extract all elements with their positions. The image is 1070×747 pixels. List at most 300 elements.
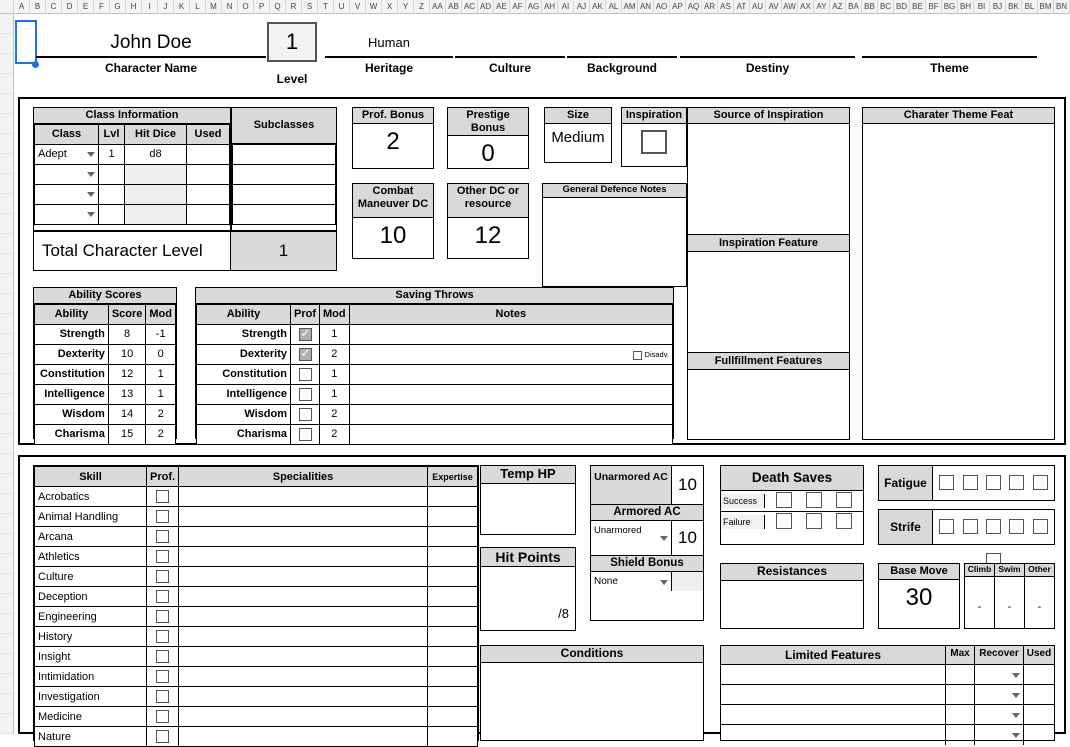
limited-feature-used-4[interactable] (1023, 725, 1054, 745)
class-row-2-class[interactable] (35, 164, 99, 184)
table-row (35, 164, 230, 184)
column-header-l[interactable]: L (190, 0, 206, 14)
row-header-11[interactable] (0, 214, 13, 234)
save-strength-notes[interactable] (349, 324, 672, 344)
combat-maneuver-dc-value[interactable]: 10 (379, 222, 407, 249)
checkbox[interactable] (156, 590, 169, 603)
column-header-bb[interactable]: BB (862, 0, 878, 14)
checkbox[interactable] (986, 475, 1001, 490)
column-header-az[interactable]: AZ (830, 0, 846, 14)
row-header-19[interactable] (0, 374, 13, 394)
total-character-level-value[interactable]: 1 (230, 232, 336, 270)
armored-ac-value[interactable]: 10 (671, 521, 703, 555)
column-header-an[interactable]: AN (638, 0, 654, 14)
column-header-ac[interactable]: AC (462, 0, 478, 14)
skill-intimidation-prof[interactable] (147, 667, 179, 687)
checkbox[interactable] (156, 670, 169, 683)
column-header-bm[interactable]: BM (1038, 0, 1054, 14)
limited-feature-used-3[interactable] (1023, 705, 1054, 724)
armor-panel (590, 465, 704, 621)
prof-bonus-value[interactable]: 2 (386, 127, 400, 155)
skill-animal-handling-prof[interactable] (147, 507, 179, 527)
skill-engineering-prof[interactable] (147, 607, 179, 627)
checkbox[interactable] (299, 408, 312, 421)
checkbox[interactable] (299, 388, 312, 401)
subclass-row-1[interactable] (233, 145, 336, 165)
skill-insight-expertise[interactable] (428, 647, 478, 667)
spreadsheet-column-headers[interactable] (0, 0, 1070, 14)
limited-feature-max-1[interactable] (945, 665, 974, 684)
row-header-8[interactable] (0, 154, 13, 174)
column-header-ax[interactable]: AX (798, 0, 814, 14)
row-header-1[interactable] (0, 14, 13, 34)
column-header-bl[interactable]: BL (1022, 0, 1038, 14)
conditions-body[interactable] (481, 663, 703, 735)
column-header-w[interactable]: W (366, 0, 382, 14)
swim-value[interactable]: - (1007, 600, 1012, 613)
skill-culture-spec[interactable] (179, 567, 428, 587)
checkbox[interactable] (836, 513, 852, 529)
lower-stat-block (18, 455, 1066, 743)
skill-medicine-spec[interactable] (179, 707, 428, 727)
column-header-u[interactable]: U (334, 0, 350, 14)
row-header-17[interactable] (0, 334, 13, 354)
class-row-1-hitdice[interactable]: d8 (125, 144, 187, 164)
ability-charisma-score[interactable]: 15 (108, 424, 146, 444)
column-header-m[interactable]: M (206, 0, 222, 14)
column-header-au[interactable]: AU (750, 0, 766, 14)
heritage-value[interactable]: Human (325, 28, 453, 58)
column-header-bn[interactable]: BN (1054, 0, 1070, 14)
row-header-20[interactable] (0, 394, 13, 414)
row-header-33[interactable] (0, 654, 13, 674)
save-strength-mod: 1 (320, 324, 350, 344)
row-header-22[interactable] (0, 434, 13, 454)
class-row-1-used[interactable] (187, 144, 230, 164)
inspiration-checkbox[interactable] (641, 130, 667, 154)
save-intelligence-prof[interactable] (291, 384, 320, 404)
skill-deception-expertise[interactable] (428, 587, 478, 607)
row-header-25[interactable] (0, 494, 13, 514)
other-dc-value[interactable]: 12 (474, 222, 502, 249)
shield-bonus-value[interactable] (671, 572, 703, 591)
ability-dexterity-score[interactable]: 10 (108, 344, 146, 364)
inspiration-feature-body[interactable] (688, 252, 849, 352)
checkbox[interactable] (1033, 519, 1048, 534)
column-header-g[interactable]: G (110, 0, 126, 14)
class-row-3-used[interactable] (187, 184, 230, 204)
row-header-12[interactable] (0, 234, 13, 254)
row-header-10[interactable] (0, 194, 13, 214)
row-header-34[interactable] (0, 674, 13, 694)
checkbox[interactable] (939, 519, 954, 534)
skill-acrobatics-expertise[interactable] (428, 487, 478, 507)
shield-select[interactable]: None (591, 572, 671, 591)
armor-type-select[interactable]: Unarmored (591, 521, 671, 555)
size-value[interactable]: Medium (551, 128, 605, 146)
row-header-9[interactable] (0, 174, 13, 194)
limited-feature-name-1[interactable] (721, 665, 945, 684)
limited-feature-recover-4[interactable] (974, 725, 1023, 745)
prestige-bonus-value[interactable]: 0 (481, 140, 495, 168)
column-header-bh[interactable]: BH (958, 0, 974, 14)
checkbox[interactable] (986, 519, 1001, 534)
row-header-30[interactable] (0, 594, 13, 614)
hit-points-panel (480, 547, 576, 631)
column-header-ao[interactable]: AO (654, 0, 670, 14)
checkbox[interactable] (806, 492, 822, 508)
column-header-aj[interactable]: AJ (574, 0, 590, 14)
skill-animal-handling-expertise[interactable] (428, 507, 478, 527)
checkbox[interactable] (156, 630, 169, 643)
checkbox[interactable] (156, 550, 169, 563)
checkbox[interactable] (299, 348, 312, 361)
skill-investigation-spec[interactable] (179, 687, 428, 707)
column-header-bj[interactable]: BJ (990, 0, 1006, 14)
skill-deception-spec[interactable] (179, 587, 428, 607)
column-header-aq[interactable]: AQ (686, 0, 702, 14)
class-row-4-used[interactable] (187, 204, 230, 224)
ability-constitution-score[interactable]: 12 (108, 364, 146, 384)
column-header-ap[interactable]: AP (670, 0, 686, 14)
row-header-23[interactable] (0, 454, 13, 474)
fullfillment-features-body[interactable] (688, 370, 849, 450)
class-row-4-hitdice[interactable] (125, 204, 187, 224)
row-header-32[interactable] (0, 634, 13, 654)
field-theme[interactable] (862, 28, 1037, 75)
climb-value[interactable]: - (977, 600, 982, 613)
column-header-aa[interactable]: AA (430, 0, 446, 14)
row-header-5[interactable] (0, 94, 13, 114)
skill-intimidation-expertise[interactable] (428, 667, 478, 687)
row-header-29[interactable] (0, 574, 13, 594)
class-row-4-class[interactable] (35, 204, 99, 224)
strife-boxes[interactable] (933, 510, 1054, 544)
column-header-k[interactable]: K (174, 0, 190, 14)
checkbox[interactable] (156, 510, 169, 523)
field-background[interactable] (567, 28, 677, 75)
limited-feature-max-3[interactable] (945, 705, 974, 724)
column-header-ag[interactable]: AG (526, 0, 542, 14)
skill-history-spec[interactable] (179, 627, 428, 647)
limited-feature-recover-3[interactable] (974, 705, 1023, 724)
skill-culture-expertise[interactable] (428, 567, 478, 587)
class-row-2-lvl[interactable] (99, 164, 125, 184)
column-header-q[interactable]: Q (270, 0, 286, 14)
culture-value[interactable] (455, 28, 565, 58)
row-header-26[interactable] (0, 514, 13, 534)
limited-feature-max-4[interactable] (945, 725, 974, 745)
general-defence-notes-value[interactable] (543, 198, 686, 278)
checkbox[interactable] (1009, 475, 1024, 490)
column-header-bf[interactable]: BF (926, 0, 942, 14)
spreadsheet-row-headers[interactable] (0, 14, 14, 734)
class-row-2-used[interactable] (187, 164, 230, 184)
column-header-ai[interactable]: AI (558, 0, 574, 14)
checkbox[interactable] (156, 730, 169, 743)
ability-wisdom-score[interactable]: 14 (108, 404, 146, 424)
subclass-row-3[interactable] (233, 185, 336, 205)
row-header-21[interactable] (0, 414, 13, 434)
conditions-title: Conditions (481, 646, 703, 663)
skill-animal-handling-spec[interactable] (179, 507, 428, 527)
table-row (721, 725, 1054, 745)
column-header-bc[interactable]: BC (878, 0, 894, 14)
row-header-27[interactable] (0, 534, 13, 554)
checkbox[interactable] (299, 428, 312, 441)
column-header-r[interactable]: R (286, 0, 302, 14)
column-header-v[interactable]: V (350, 0, 366, 14)
column-header-n[interactable]: N (222, 0, 238, 14)
source-of-inspiration-panel (687, 107, 850, 440)
checkbox[interactable] (156, 530, 169, 543)
resistances-body[interactable] (721, 581, 863, 623)
column-header-ba[interactable]: BA (846, 0, 862, 14)
column-header-at[interactable]: AT (734, 0, 750, 14)
character-name-value[interactable]: John Doe (36, 28, 266, 58)
save-constitution-prof[interactable] (291, 364, 320, 384)
skill-athletics-prof[interactable] (147, 547, 179, 567)
row-header-18[interactable] (0, 354, 13, 374)
class-row-4-lvl[interactable] (99, 204, 125, 224)
skill-acrobatics-spec[interactable] (179, 487, 428, 507)
limited-feature-name-4[interactable] (721, 725, 945, 745)
skill-athletics-expertise[interactable] (428, 547, 478, 567)
checkbox[interactable] (963, 519, 978, 534)
skill-deception-prof[interactable] (147, 587, 179, 607)
checkbox[interactable] (156, 690, 169, 703)
disadv-checkbox[interactable] (633, 351, 642, 360)
save-constitution-notes[interactable] (349, 364, 672, 384)
skill-culture-prof[interactable] (147, 567, 179, 587)
col-hit-dice: Hit Dice (125, 124, 187, 144)
skill-medicine-prof[interactable] (147, 707, 179, 727)
base-move-value[interactable]: 30 (905, 583, 933, 611)
destiny-value[interactable] (680, 28, 855, 58)
column-header-y[interactable]: Y (398, 0, 414, 14)
skill-nature-expertise[interactable] (428, 727, 478, 747)
background-value[interactable] (567, 28, 677, 58)
level-value[interactable]: 1 (267, 22, 317, 62)
limited-feature-recover-1[interactable] (974, 665, 1023, 684)
row-header-28[interactable] (0, 554, 13, 574)
column-header-h[interactable]: H (126, 0, 142, 14)
row-header-15[interactable] (0, 294, 13, 314)
table-row (35, 707, 478, 727)
field-character-name[interactable] (36, 28, 266, 75)
checkbox[interactable] (776, 492, 792, 508)
other-move-value[interactable]: - (1037, 600, 1042, 613)
corner-cell[interactable] (0, 0, 14, 14)
class-row-1-class[interactable]: Adept (35, 144, 99, 164)
row-header-16[interactable] (0, 314, 13, 334)
source-of-inspiration-body[interactable] (688, 124, 849, 234)
skill-intimidation-spec[interactable] (179, 667, 428, 687)
skill-acrobatics-prof[interactable] (147, 487, 179, 507)
row-header-24[interactable] (0, 474, 13, 494)
field-destiny[interactable] (680, 28, 855, 75)
limited-feature-max-2[interactable] (945, 685, 974, 704)
row-header-13[interactable] (0, 254, 13, 274)
skill-arcana-expertise[interactable] (428, 527, 478, 547)
unarmored-ac-label: Unarmored AC (591, 466, 671, 504)
skill-arcana-prof[interactable] (147, 527, 179, 547)
skill-engineering-spec[interactable] (179, 607, 428, 627)
column-header-bd[interactable]: BD (894, 0, 910, 14)
save-strength-prof[interactable] (291, 324, 320, 344)
class-row-3-hitdice[interactable] (125, 184, 187, 204)
column-header-bg[interactable]: BG (942, 0, 958, 14)
limited-feature-name-3[interactable] (721, 705, 945, 724)
fatigue-boxes[interactable] (933, 466, 1054, 500)
limited-feature-used-2[interactable] (1023, 685, 1054, 704)
column-header-z[interactable]: Z (414, 0, 430, 14)
skill-investigation-expertise[interactable] (428, 687, 478, 707)
limited-feature-used-1[interactable] (1023, 665, 1054, 684)
source-of-inspiration-title: Source of Inspiration (688, 108, 849, 124)
skill-history-prof[interactable] (147, 627, 179, 647)
column-header-ah[interactable]: AH (542, 0, 558, 14)
row-header-2[interactable] (0, 34, 13, 54)
save-dexterity-notes[interactable] (349, 344, 672, 364)
saving-throws-table[interactable] (196, 304, 673, 445)
row-header-36[interactable] (0, 714, 13, 734)
column-header-bi[interactable]: BI (974, 0, 990, 14)
skill-nature-spec[interactable] (179, 727, 428, 747)
skills-table[interactable] (34, 466, 478, 747)
column-header-ad[interactable]: AD (478, 0, 494, 14)
skill-arcana-spec[interactable] (179, 527, 428, 547)
save-wisdom-prof[interactable] (291, 404, 320, 424)
ability-scores-table[interactable] (34, 304, 176, 445)
skill-insight-spec[interactable] (179, 647, 428, 667)
save-dexterity-prof[interactable] (291, 344, 320, 364)
hit-points-value[interactable]: /8 (558, 606, 569, 622)
skill-investigation-prof[interactable] (147, 687, 179, 707)
subclasses-table[interactable] (232, 144, 336, 225)
column-header-p[interactable]: P (254, 0, 270, 14)
theme-feat-body[interactable] (863, 124, 1054, 434)
column-header-j[interactable]: J (158, 0, 174, 14)
column-header-af[interactable]: AF (510, 0, 526, 14)
column-header-aw[interactable]: AW (782, 0, 798, 14)
checkbox[interactable] (806, 513, 822, 529)
class-row-2-hitdice[interactable] (125, 164, 187, 184)
checkbox[interactable] (156, 490, 169, 503)
row-header-14[interactable] (0, 274, 13, 294)
column-header-f[interactable]: F (94, 0, 110, 14)
row-header-31[interactable] (0, 614, 13, 634)
other-move-label: Other (1025, 564, 1054, 577)
checkbox[interactable] (1009, 519, 1024, 534)
save-wisdom-notes[interactable] (349, 404, 672, 424)
skill-nature-prof[interactable] (147, 727, 179, 747)
class-row-3-class[interactable] (35, 184, 99, 204)
checkbox[interactable] (156, 570, 169, 583)
subclass-row-4[interactable] (233, 205, 336, 225)
unarmored-ac-value[interactable]: 10 (671, 466, 703, 504)
ability-intelligence-score[interactable]: 13 (108, 384, 146, 404)
ability-strength-score[interactable]: 8 (108, 324, 146, 344)
column-header-s[interactable]: S (302, 0, 318, 14)
fatigue-panel (878, 465, 1055, 501)
death-saves-success-boxes[interactable] (765, 491, 863, 511)
column-header-al[interactable]: AL (606, 0, 622, 14)
column-header-be[interactable]: BE (910, 0, 926, 14)
limited-feature-recover-2[interactable] (974, 685, 1023, 704)
field-culture[interactable] (455, 28, 565, 75)
column-header-a[interactable]: A (14, 0, 30, 14)
column-header-am[interactable]: AM (622, 0, 638, 14)
checkbox[interactable] (939, 475, 954, 490)
skill-athletics-spec[interactable] (179, 547, 428, 567)
column-header-as[interactable]: AS (718, 0, 734, 14)
death-saves-failure-boxes[interactable] (765, 512, 863, 532)
column-header-x[interactable]: X (382, 0, 398, 14)
column-header-c[interactable]: C (46, 0, 62, 14)
skill-history-expertise[interactable] (428, 627, 478, 647)
column-header-ay[interactable]: AY (814, 0, 830, 14)
row-header-7[interactable] (0, 134, 13, 154)
class-information-table[interactable] (34, 124, 230, 225)
skill-medicine-expertise[interactable] (428, 707, 478, 727)
column-header-e[interactable]: E (78, 0, 94, 14)
checkbox[interactable] (776, 513, 792, 529)
column-header-bk[interactable]: BK (1006, 0, 1022, 14)
checkbox[interactable] (299, 328, 312, 341)
subclass-row-2[interactable] (233, 165, 336, 185)
row-header-3[interactable] (0, 54, 13, 74)
temp-hp-value[interactable] (481, 484, 575, 528)
checkbox[interactable] (156, 610, 169, 623)
row-header-6[interactable] (0, 114, 13, 134)
limited-feature-name-2[interactable] (721, 685, 945, 704)
save-charisma-label: Charisma (197, 424, 291, 444)
save-charisma-notes[interactable] (349, 424, 672, 444)
column-header-ar[interactable]: AR (702, 0, 718, 14)
class-row-1-lvl[interactable]: 1 (99, 144, 125, 164)
checkbox[interactable] (836, 492, 852, 508)
column-header-b[interactable]: B (30, 0, 46, 14)
save-intelligence-notes[interactable] (349, 384, 672, 404)
row-header-35[interactable] (0, 694, 13, 714)
checkbox[interactable] (156, 710, 169, 723)
save-intelligence-label: Intelligence (197, 384, 291, 404)
checkbox[interactable] (1033, 475, 1048, 490)
skill-insight-prof[interactable] (147, 647, 179, 667)
row-header-4[interactable] (0, 74, 13, 94)
checkbox[interactable] (963, 475, 978, 490)
column-header-o[interactable]: O (238, 0, 254, 14)
save-charisma-prof[interactable] (291, 424, 320, 444)
column-header-ab[interactable]: AB (446, 0, 462, 14)
skill-engineering-expertise[interactable] (428, 607, 478, 627)
column-header-d[interactable]: D (62, 0, 78, 14)
column-header-t[interactable]: T (318, 0, 334, 14)
column-header-ae[interactable]: AE (494, 0, 510, 14)
checkbox[interactable] (156, 650, 169, 663)
column-header-av[interactable]: AV (766, 0, 782, 14)
theme-value[interactable] (862, 28, 1037, 58)
selected-cell-outline[interactable] (15, 20, 37, 64)
field-heritage[interactable] (325, 28, 453, 75)
class-row-3-lvl[interactable] (99, 184, 125, 204)
table-row (35, 507, 478, 527)
checkbox[interactable] (299, 368, 312, 381)
col-score: Score (108, 304, 146, 324)
column-header-ak[interactable]: AK (590, 0, 606, 14)
column-header-i[interactable]: I (142, 0, 158, 14)
